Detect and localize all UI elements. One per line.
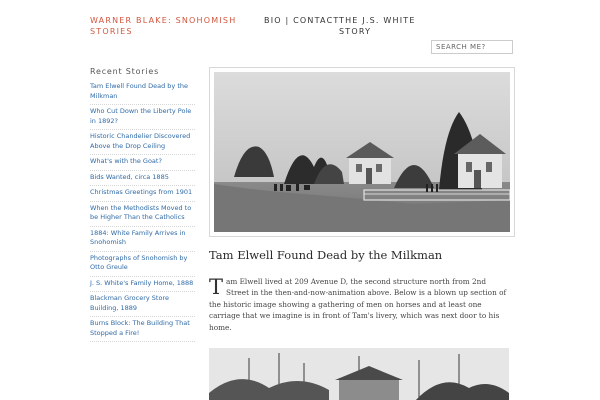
historic-detail-photo (209, 348, 509, 400)
list-item (90, 202, 195, 227)
list-item (90, 130, 195, 155)
recent-story-link[interactable]: Bids Wanted, circa 1885 (90, 172, 169, 181)
list-item (90, 105, 195, 130)
recent-story-link[interactable]: Blackman Grocery Store Building, 1889 (90, 294, 169, 312)
recent-story-link[interactable]: Tam Elwell Found Dead by the Milkman (90, 82, 188, 100)
recent-story-link[interactable]: J. S. White's Family Home, 1888 (90, 278, 194, 287)
nav-bio-contact[interactable]: BIO | CONTACT (264, 16, 340, 25)
recent-story-link[interactable]: What's with the Goat? (90, 157, 162, 165)
list-item (90, 317, 195, 342)
second-photo[interactable] (209, 348, 509, 400)
recent-story-link[interactable]: Burns Block: The Building That Stopped a Fire! (90, 319, 190, 337)
featured-photo[interactable] (209, 67, 515, 237)
recent-story-link[interactable]: 1884: White Family Arrives in Snohomish (90, 228, 186, 246)
historic-street-photo (214, 72, 510, 232)
recent-story-link[interactable]: Photographs of Snohomish by Otto Greule (90, 253, 188, 271)
recent-story-link[interactable]: Historic Chandelier Discovered Above the Drop Ceiling (90, 132, 191, 150)
post-title[interactable]: Tam Elwell Found Dead by the Milkman (209, 248, 443, 262)
post-dropcap: T (209, 275, 224, 299)
post-body-text: am Elwell lived at 209 Avenue D, the second structure north from 2nd Street in the then-and-now-animation above. Below is a blown up section of the historic image showing a gathering of men on horses and at least one carriage that we imagine is in front of Tam's livery, which was next door to his home. (209, 277, 507, 332)
list-item (90, 277, 195, 293)
nav-js-white-story[interactable]: THE J.S. WHITE STORY (339, 16, 416, 36)
sidebar-heading: Recent Stories (90, 67, 160, 76)
post-body (209, 276, 509, 333)
list-item (90, 252, 195, 277)
recent-story-link[interactable]: When the Methodists Moved to be Higher Than the Catholics (90, 203, 192, 221)
recent-story-link[interactable]: Who Cut Down the Liberty Pole in 1892? (90, 107, 192, 125)
search-input[interactable] (431, 40, 513, 54)
list-item (90, 171, 195, 187)
list-item (90, 155, 195, 171)
recent-story-link[interactable]: Christmas Greetings from 1901 (90, 188, 193, 196)
list-item (90, 227, 195, 252)
list-item (90, 80, 195, 105)
site-title[interactable]: WARNER BLAKE: SNOHOMISH STORIES (90, 16, 237, 36)
list-item (90, 186, 195, 202)
list-item (90, 292, 195, 317)
recent-stories-list (90, 80, 195, 342)
